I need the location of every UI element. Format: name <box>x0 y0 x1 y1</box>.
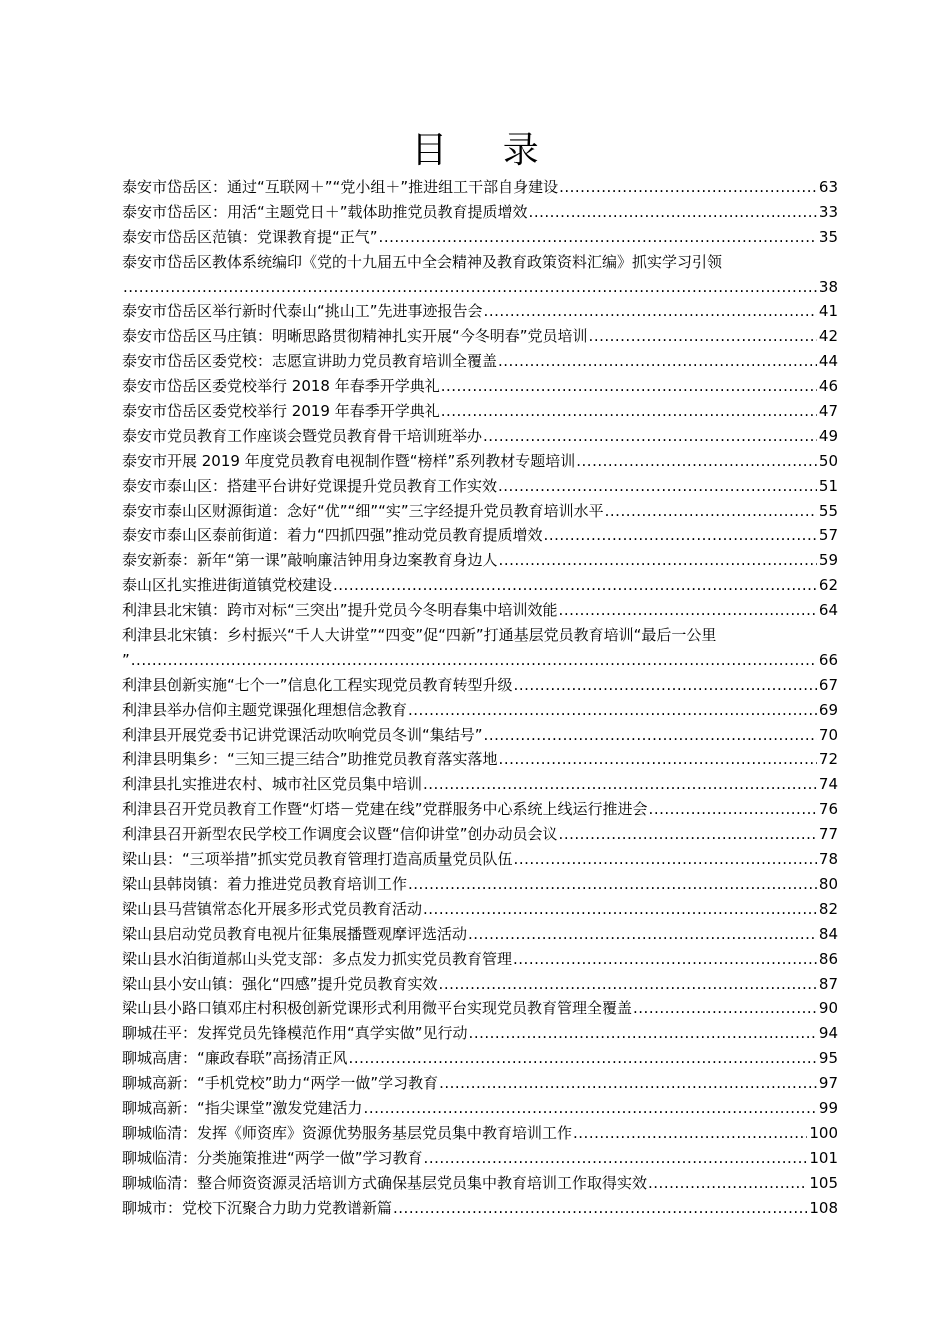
toc-entry-title: 泰安市岱岳区举行新时代泰山“挑山工”先进事迹报告会 <box>122 302 483 321</box>
toc-page-number: 72 <box>818 750 838 769</box>
toc-entry-title: 利津县明集乡：“三知三提三结合”助推党员教育落实落地 <box>122 750 498 769</box>
toc-entry-title: 利津县扎实推进农村、城市社区党员集中培训 <box>122 775 423 794</box>
toc-entry-title: 利津县召开新型农民学校工作调度会议暨“信仰讲堂”创办动员会议 <box>122 825 558 844</box>
toc-page-number: 84 <box>818 924 838 943</box>
toc-entry[interactable] <box>122 922 838 947</box>
dot-leader <box>498 474 817 499</box>
toc-entry[interactable] <box>122 1046 838 1071</box>
dot-leader <box>483 424 817 449</box>
dot-leader <box>576 449 817 474</box>
toc-page-number: 99 <box>818 1098 838 1117</box>
dot-leader <box>484 723 817 748</box>
dot-leader <box>559 598 817 623</box>
toc-entry-title: 泰安市开展 2019 年度党员教育电视制作暨“榜样”系列教材专题培训 <box>122 451 576 470</box>
toc-entry[interactable] <box>122 573 838 598</box>
toc-entry-title: 泰山区扎实推进街道镇党校建设 <box>122 576 333 595</box>
toc-entry-continuation[interactable] <box>122 275 838 300</box>
toc-page-number: 78 <box>818 850 838 869</box>
toc-entry[interactable] <box>122 1071 838 1096</box>
toc-entry-title: 聊城市：党校下沉聚合力助力党教谱新篇 <box>122 1198 393 1217</box>
toc-entry-title: 聊城临清：分类施策推进“两学一做”学习教育 <box>122 1148 423 1167</box>
dot-leader <box>648 1171 807 1196</box>
toc-page-number: 74 <box>818 775 838 794</box>
toc-page-number: 46 <box>818 377 838 396</box>
dot-leader <box>333 573 817 598</box>
toc-entry-title: 利津县召开党员教育工作暨“灯塔－党建在线”党群服务中心系统上线运行推进会 <box>122 800 648 819</box>
dot-leader <box>544 523 817 548</box>
toc-entry[interactable] <box>122 1196 838 1221</box>
toc-entry-title-rest: ” <box>122 650 130 669</box>
toc-entry-title: 梁山县马营镇常态化开展多形式党员教育活动 <box>122 899 423 918</box>
dot-leader <box>364 1096 817 1121</box>
toc-page-number: 108 <box>809 1198 838 1217</box>
toc-entry[interactable] <box>122 449 838 474</box>
toc-page-number: 87 <box>818 974 838 993</box>
toc-page-number: 76 <box>818 800 838 819</box>
dot-leader <box>529 200 817 225</box>
dot-leader <box>123 275 817 300</box>
dot-leader <box>408 872 817 897</box>
dot-leader <box>498 349 817 374</box>
toc-entry[interactable] <box>122 972 838 997</box>
toc-entry-title: 聊城高新：“手机党校”助力“两学一做”学习教育 <box>122 1074 439 1093</box>
dot-leader <box>349 1046 817 1071</box>
toc-entry[interactable] <box>122 1171 838 1196</box>
toc-entry[interactable] <box>122 374 838 399</box>
toc-page-number: 66 <box>818 650 838 669</box>
dot-leader <box>589 324 817 349</box>
toc-entry[interactable] <box>122 723 838 748</box>
toc-page-number: 50 <box>818 451 838 470</box>
toc-entry-title: 利津县开展党委书记讲党课活动吹响党员冬训“集结号” <box>122 725 483 744</box>
toc-entry[interactable] <box>122 523 838 548</box>
toc-entry[interactable] <box>122 673 838 698</box>
dot-leader <box>408 698 817 723</box>
toc-entry[interactable] <box>122 548 838 573</box>
toc-entry[interactable] <box>122 349 838 374</box>
toc-page-number: 67 <box>818 675 838 694</box>
toc-entry-title: 梁山县水泊街道郝山头党支部：多点发力抓实党员教育管理 <box>122 949 513 968</box>
toc-entry[interactable] <box>122 175 838 200</box>
toc-entry[interactable] <box>122 225 838 250</box>
toc-entry-title: 梁山县：“三项举措”抓实党员教育管理打造高质量党员队伍 <box>122 850 513 869</box>
toc-entry-title: 泰安市岱岳区：用活“主题党日＋”载体助推党员教育提质增效 <box>122 202 528 221</box>
toc-page-number: 44 <box>818 352 838 371</box>
dot-leader <box>379 225 817 250</box>
dot-leader <box>469 1021 817 1046</box>
toc-page-number: 70 <box>818 725 838 744</box>
toc-entry-title: 梁山县启动党员教育电视片征集展播暨观摩评选活动 <box>122 924 468 943</box>
toc-entry-title: 梁山县小安山镇：强化“四感”提升党员教育实效 <box>122 974 438 993</box>
dot-leader <box>439 1071 817 1096</box>
dot-leader <box>633 996 817 1021</box>
toc-page-number: 55 <box>818 501 838 520</box>
toc-page-number: 69 <box>818 700 838 719</box>
toc-page-number: 49 <box>818 426 838 445</box>
toc-entry-title: 利津县北宋镇：乡村振兴“千人大讲堂”“四变”促“四新”打通基层党员教育培训“最后一公里 <box>122 626 717 645</box>
toc-page-number: 41 <box>818 302 838 321</box>
toc-entry[interactable] <box>122 1021 838 1046</box>
dot-leader <box>441 399 817 424</box>
dot-leader <box>559 175 817 200</box>
toc-entry-title: 泰安市岱岳区委党校举行 2019 年春季开学典礼 <box>122 402 440 421</box>
toc-entry-title: 泰安市泰山区泰前街道：着力“四抓四强”推动党员教育提质增效 <box>122 526 543 545</box>
toc-entry[interactable] <box>122 1146 838 1171</box>
toc-entry-title: 泰安市岱岳区教体系统编印《党的十九届五中全会精神及教育政策资料汇编》抓实学习引领 <box>122 252 723 271</box>
dot-leader <box>439 972 817 997</box>
toc-list <box>122 175 838 1220</box>
toc-entry[interactable] <box>122 623 838 648</box>
dot-leader <box>484 299 817 324</box>
toc-page-number: 100 <box>809 1123 838 1142</box>
dot-leader <box>468 922 817 947</box>
dot-leader <box>499 747 817 772</box>
toc-entry[interactable] <box>122 1096 838 1121</box>
toc-page-number: 62 <box>818 576 838 595</box>
toc-page-number: 82 <box>818 899 838 918</box>
toc-page-number: 101 <box>809 1148 838 1167</box>
toc-entry-title: 梁山县小路口镇邓庄村积极创新党课形式利用微平台实现党员教育管理全覆盖 <box>122 999 633 1018</box>
toc-entry[interactable] <box>122 947 838 972</box>
toc-entry-title: 泰安市岱岳区范镇：党课教育提“正气” <box>122 227 378 246</box>
toc-entry[interactable] <box>122 250 838 275</box>
toc-page-number: 90 <box>818 999 838 1018</box>
toc-entry-title: 泰安市岱岳区：通过“互联网＋”“党小组＋”推进组工干部自身建设 <box>122 178 559 196</box>
toc-entry[interactable] <box>122 797 838 822</box>
dot-leader <box>513 947 817 972</box>
toc-page-number: 63 <box>818 178 838 196</box>
toc-entry[interactable] <box>122 996 838 1021</box>
toc-entry[interactable] <box>122 698 838 723</box>
toc-entry[interactable] <box>122 598 838 623</box>
dot-leader <box>423 772 817 797</box>
toc-entry[interactable] <box>122 474 838 499</box>
toc-page-number: 57 <box>818 526 838 545</box>
toc-entry-title: 泰安市党员教育工作座谈会暨党员教育骨干培训班举办 <box>122 426 483 445</box>
toc-page-number: 97 <box>818 1074 838 1093</box>
toc-page-number: 51 <box>818 476 838 495</box>
toc-entry[interactable] <box>122 822 838 847</box>
toc-entry-title: 聊城茌平：发挥党员先锋模范作用“真学实做”见行动 <box>122 1024 468 1043</box>
toc-entry-title: 利津县举办信仰主题党课强化理想信念教育 <box>122 700 408 719</box>
dot-leader <box>424 1146 808 1171</box>
toc-entry[interactable] <box>122 897 838 922</box>
dot-leader <box>649 797 817 822</box>
toc-page-number: 95 <box>818 1049 838 1068</box>
toc-entry[interactable] <box>122 200 838 225</box>
toc-entry-title: 泰安新泰：新年“第一课”敲响廉洁钟用身边案教育身边人 <box>122 551 498 570</box>
toc-page-number: 35 <box>818 227 838 246</box>
toc-entry-title: 泰安市岱岳区委党校：志愿宣讲助力党员教育培训全覆盖 <box>122 352 498 371</box>
toc-entry-title: 泰安市岱岳区马庄镇：明晰思路贯彻精神扎实开展“今冬明春”党员培训 <box>122 327 588 346</box>
toc-page-number: 80 <box>818 874 838 893</box>
dot-leader <box>393 1196 807 1221</box>
toc-entry[interactable] <box>122 299 838 324</box>
toc-entry-title: 梁山县韩岗镇：着力推进党员教育培训工作 <box>122 874 408 893</box>
dot-leader <box>605 499 817 524</box>
toc-entry-title: 利津县创新实施“七个一”信息化工程实现党员教育转型升级 <box>122 675 513 694</box>
toc-page-number: 86 <box>818 949 838 968</box>
toc-page-number: 42 <box>818 327 838 346</box>
toc-page-number: 94 <box>818 1024 838 1043</box>
dot-leader <box>441 374 817 399</box>
toc-entry-title: 泰安市泰山区：搭建平台讲好党课提升党员教育工作实效 <box>122 476 498 495</box>
toc-entry[interactable] <box>122 872 838 897</box>
toc-entry-title: 泰安市岱岳区委党校举行 2018 年春季开学典礼 <box>122 377 440 396</box>
toc-entry[interactable] <box>122 1121 838 1146</box>
toc-entry-title: 聊城临清：发挥《师资库》资源优势服务基层党员集中教育培训工作 <box>122 1123 573 1142</box>
dot-leader <box>559 822 817 847</box>
toc-page-number: 105 <box>809 1173 838 1192</box>
toc-page-number: 33 <box>818 202 838 221</box>
dot-leader <box>131 648 817 673</box>
toc-entry-title: 聊城高新：“指尖课堂”激发党建活力 <box>122 1098 363 1117</box>
toc-entry[interactable] <box>122 847 838 872</box>
dot-leader <box>514 847 817 872</box>
dot-leader <box>514 673 817 698</box>
toc-entry[interactable] <box>122 499 838 524</box>
toc-page-number: 59 <box>818 551 838 570</box>
dot-leader <box>423 897 817 922</box>
toc-entry[interactable] <box>122 399 838 424</box>
toc-entry-title: 利津县北宋镇：跨市对标“三突出”提升党员今冬明春集中培训效能 <box>122 601 558 620</box>
toc-entry[interactable] <box>122 424 838 449</box>
toc-entry[interactable] <box>122 324 838 349</box>
toc-page-number: 38 <box>818 277 838 296</box>
toc-page-number: 77 <box>818 825 838 844</box>
dot-leader <box>573 1121 807 1146</box>
toc-entry[interactable] <box>122 772 838 797</box>
toc-entry-continuation[interactable] <box>122 648 838 673</box>
toc-title: 目 录 <box>411 130 561 171</box>
toc-entry[interactable] <box>122 747 838 772</box>
toc-page-number: 47 <box>818 402 838 421</box>
toc-entry-title: 泰安市泰山区财源街道：念好“优”“细”“实”三字经提升党员教育培训水平 <box>122 501 604 520</box>
dot-leader <box>499 548 817 573</box>
toc-entry-title: 聊城高唐：“廉政春联”高扬清正风 <box>122 1049 348 1068</box>
toc-page-number: 64 <box>818 601 838 620</box>
toc-entry-title: 聊城临清：整合师资资源灵活培训方式确保基层党员集中教育培训工作取得实效 <box>122 1173 648 1192</box>
